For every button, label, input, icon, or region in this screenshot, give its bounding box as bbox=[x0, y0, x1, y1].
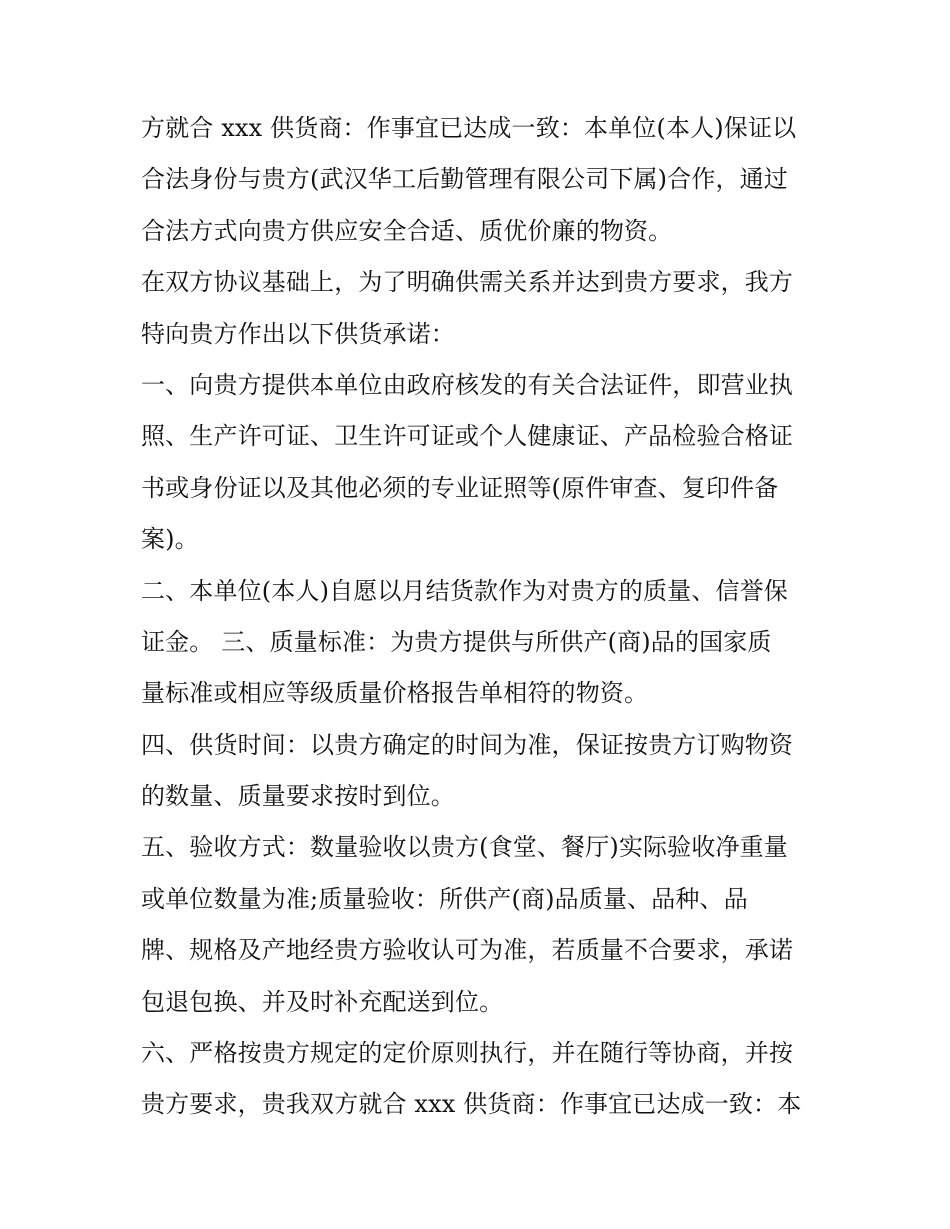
text-line-20: 贵方要求，贵我双方就合 xxx 供货商：作事宜已达成一致：本 bbox=[141, 1090, 802, 1119]
text-line-19: 六、严格按贵方规定的定价原则执行，并在随行等协商，并按 bbox=[141, 1039, 794, 1068]
text-line-17: 牌、规格及产地经贵方验收认可为准，若质量不合要求，承诺 bbox=[141, 936, 794, 965]
text-line-4: 在双方协议基础上，为了明确供需关系并达到贵方要求，我方 bbox=[141, 268, 794, 297]
text-line-16: 或单位数量为准;质量验收：所供产(商)品质量、品种、品 bbox=[141, 884, 748, 913]
text-line-2: 合法身份与贵方(武汉华工后勤管理有限公司下属)合作，通过 bbox=[141, 165, 788, 194]
text-line-5: 特向贵方作出以下供货承诺： bbox=[141, 319, 455, 348]
text-line-18: 包退包换、并及时补充配送到位。 bbox=[141, 987, 504, 1016]
document-body bbox=[141, 103, 821, 1131]
text-line-15: 五、验收方式：数量验收以贵方(食堂、餐厅)实际验收净重量 bbox=[141, 833, 788, 862]
text-line-6: 一、向贵方提供本单位由政府核发的有关合法证件，即营业执 bbox=[141, 370, 794, 399]
text-line-3: 合法方式向贵方供应安全合适、质优价廉的物资。 bbox=[141, 216, 673, 245]
text-line-10: 二、本单位(本人)自愿以月结货款作为对贵方的质量、信誉保 bbox=[141, 576, 788, 605]
text-line-12: 量标准或相应等级质量价格报告单相符的物资。 bbox=[141, 679, 649, 708]
text-line-14: 的数量、质量要求按时到位。 bbox=[141, 782, 455, 811]
text-line-7: 照、生产许可证、卫生许可证或个人健康证、产品检验合格证 bbox=[141, 422, 794, 451]
text-line-8: 书或身份证以及其他必须的专业证照等(原件审查、复印件备 bbox=[141, 473, 779, 502]
text-line-11: 证金。 三、质量标准：为贵方提供与所供产(商)品的国家质 bbox=[141, 627, 772, 656]
text-line-13: 四、供货时间：以贵方确定的时间为准，保证按贵方订购物资 bbox=[141, 730, 794, 759]
text-line-9: 案)。 bbox=[141, 525, 199, 554]
text-line-1: 方就合 xxx 供货商：作事宜已达成一致：本单位(本人)保证以 bbox=[141, 114, 797, 142]
